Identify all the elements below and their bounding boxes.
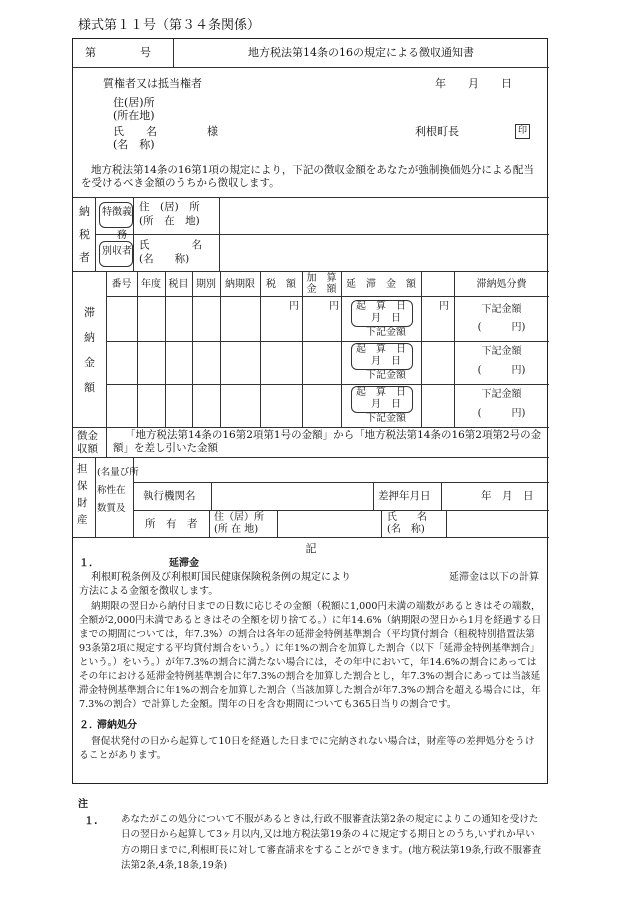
owner-label: 所 有 者 <box>145 518 198 530</box>
issuer-title: 利根町長 <box>415 125 459 138</box>
notes-mark: 記 <box>305 542 317 555</box>
additional-yen: 円 <box>329 301 339 312</box>
taxpayer-side-1: 納 <box>79 205 90 218</box>
reckon-month-day-3: 月 日 <box>371 399 401 410</box>
collateral-side-2: 保 <box>77 480 88 492</box>
collateral-side-3: 財 <box>77 497 88 509</box>
reckon-amount-1: 下記金額 <box>366 327 406 338</box>
fee-yen-2: ( 円) <box>477 365 526 376</box>
fee-amount-2: 下記金額 <box>481 346 522 357</box>
taxpayer-name-sub: (名 称) <box>139 253 190 265</box>
col-tax-amount: 税 額 <box>266 279 296 290</box>
form-number: 様式第１１号（第３４条関係） <box>78 18 261 33</box>
col-year: 年度 <box>141 279 161 290</box>
fee-yen-3: ( 円) <box>477 408 526 419</box>
arrears-side-1: 滞 <box>84 306 95 319</box>
col-additional-2: 金 額 <box>306 284 337 295</box>
arrears-side-2: 納 <box>84 331 95 344</box>
col-period: 期別 <box>196 279 216 290</box>
taxpayer-address-sub: (所 在 地) <box>139 215 200 227</box>
collect-description: 「地方税法第14条の16第2項第1号の金額」から「地方税法第14条の16第2項第2号の金額」を差し引いた金額 <box>113 429 542 455</box>
col-number: 番号 <box>111 279 132 290</box>
owner-name-sub: (名 称) <box>387 524 425 535</box>
section2-number: ２． <box>79 720 99 731</box>
taxpayer-side-2: 税 <box>79 228 90 241</box>
owner-address-sub: (所 在 地) <box>214 524 259 535</box>
reckon-day-3: 起 算 日 <box>356 387 406 398</box>
owner-address-label: 住（居）所 <box>214 512 264 523</box>
section1-line-b: 方法による金額を徴収します。 <box>79 586 219 597</box>
owner-name-label: 氏 名 <box>387 512 427 523</box>
collect-label-1: 徴金 <box>77 430 98 442</box>
intro-text: 地方税法第14条の16第1項の規定により，下記の徴収金額をあなたが強制換価処分による配当を受けるべき金額のうちから徴収します。 <box>81 164 534 190</box>
seize-date-value: 年 月 日 <box>481 490 534 502</box>
note-number: １. <box>84 816 98 827</box>
reckon-amount-3: 下記金額 <box>366 413 406 424</box>
notice-form <box>72 38 548 784</box>
arrears-side-3: 金 <box>84 356 95 369</box>
section1-body: 納期限の翌日から納付日までの日数に応じその金額（税額に1,000円未満の端数があるときはその端数，全額が2,000円未満であるときはその全額を切り捨てる。）に年14.6%（納期限の翌日から1月を経過する日までの期間については，年7.3%）の割合は各年の延滞金特例基準割合（平均貸付割合（租税特別措置法第93条第2項に規定する平均貸付割合をいう。）に年1%の割合を加算した割合（以下「延滞金特例基準割合」という。）をいう。）が年7.3%の割合に満たない場合には，その年中において，年14.6%の割合にあってはその年における延滞金特例基準割合に年7.3%の割合を加算した割合とし，年7.3%の割合にあっては当該延滞金特例基準割合に年1%の割合を加算した割合（当該加算した割合が年7.3%の割合を超える場合には，年7.3%の割合）で計算した金額。閏年の日を含む期間についても365日当りの割合です。 <box>79 601 542 710</box>
col-late-charge: 延 滞 金 額 <box>346 279 416 290</box>
section1-number: １． <box>79 558 99 569</box>
fee-amount-1: 下記金額 <box>481 304 522 315</box>
section1-title: 延滞金 <box>169 558 199 569</box>
col-due-date: 納期限 <box>225 279 255 290</box>
note-text: あなたがこの処分について不服があるときは,行政不服審査法第2条の規定によりこの通知を受けた日の翌日から起算して3ヶ月以内,又は地方税法第19条の４に規定する期日とのうち,いずれか早い方の期日までに,利根町長に対して審査請求をすることができます。(地方税法第19条,行政不服審査法第2条,4条,18条,19条) <box>121 814 542 872</box>
section2-title: 滞納処分 <box>97 720 137 731</box>
section1-line-a: 利根町税条例及び利根町国民健康保険税条例の規定により <box>91 572 351 583</box>
notice-title: 地方税法第14条の16の規定による徴収通知書 <box>248 46 474 59</box>
collateral-inner-1: (名量び所 <box>97 467 139 478</box>
reckon-amount-2: 下記金額 <box>366 370 406 381</box>
collateral-inner-2: 称性在 <box>97 485 126 496</box>
reckon-day-1: 起 算 日 <box>356 301 406 312</box>
recipient-name-label: 氏 名 <box>113 125 157 138</box>
collateral-inner-3: 数質及 <box>97 503 126 514</box>
collateral-side-4: 産 <box>77 514 88 526</box>
recipient-name-sub: (名 称) <box>113 138 155 151</box>
obligor-line-1: 特徴義 <box>102 207 132 218</box>
obligor-line-3: 別収者 <box>102 246 132 257</box>
fee-amount-3: 下記金額 <box>481 389 522 400</box>
recipient-address-label: 住(居)所 <box>113 96 155 109</box>
taxpayer-side-3: 者 <box>79 251 90 264</box>
notes-heading: 注 <box>78 799 88 810</box>
reckon-month-day-1: 月 日 <box>371 313 401 324</box>
taxpayer-name-label: 氏 名 <box>139 239 202 251</box>
recipient-label: 質権者又は抵当権者 <box>103 77 202 90</box>
section1-line-a-right: 延滞金は以下の計算 <box>449 572 539 583</box>
notice-number-label: 第 号 <box>85 46 151 59</box>
section2-body: 督促状発付の日から起算して10日を経過した日までに完納されない場合は，財産等の差押処分をうけることがあります。 <box>79 736 535 761</box>
obligor-line-2: 務 <box>117 230 127 241</box>
col-additional-1: 加 算 <box>306 273 337 284</box>
seize-date-label: 差押年月日 <box>378 490 431 502</box>
fee-yen-1: ( 円) <box>477 322 526 333</box>
reckon-month-day-2: 月 日 <box>371 356 401 367</box>
arrears-side-4: 額 <box>84 381 95 394</box>
late-charge-yen: 円 <box>439 301 449 312</box>
honorific: 様 <box>207 125 218 138</box>
collect-label-2: 収額 <box>77 443 98 455</box>
exec-agency-label: 執行機関名 <box>143 490 196 502</box>
collateral-side-1: 担 <box>77 463 88 475</box>
seal-stamp: 印 <box>515 124 530 139</box>
col-disposition-fee: 滞納処分費 <box>476 279 527 290</box>
reckon-day-2: 起 算 日 <box>356 344 406 355</box>
col-tax-item: 税目 <box>168 279 189 290</box>
tax-amount-yen: 円 <box>289 301 299 312</box>
recipient-address-sub: (所在地) <box>113 109 155 122</box>
issue-date: 年 月 日 <box>435 77 512 90</box>
taxpayer-address-label: 住 (居) 所 <box>139 201 200 213</box>
